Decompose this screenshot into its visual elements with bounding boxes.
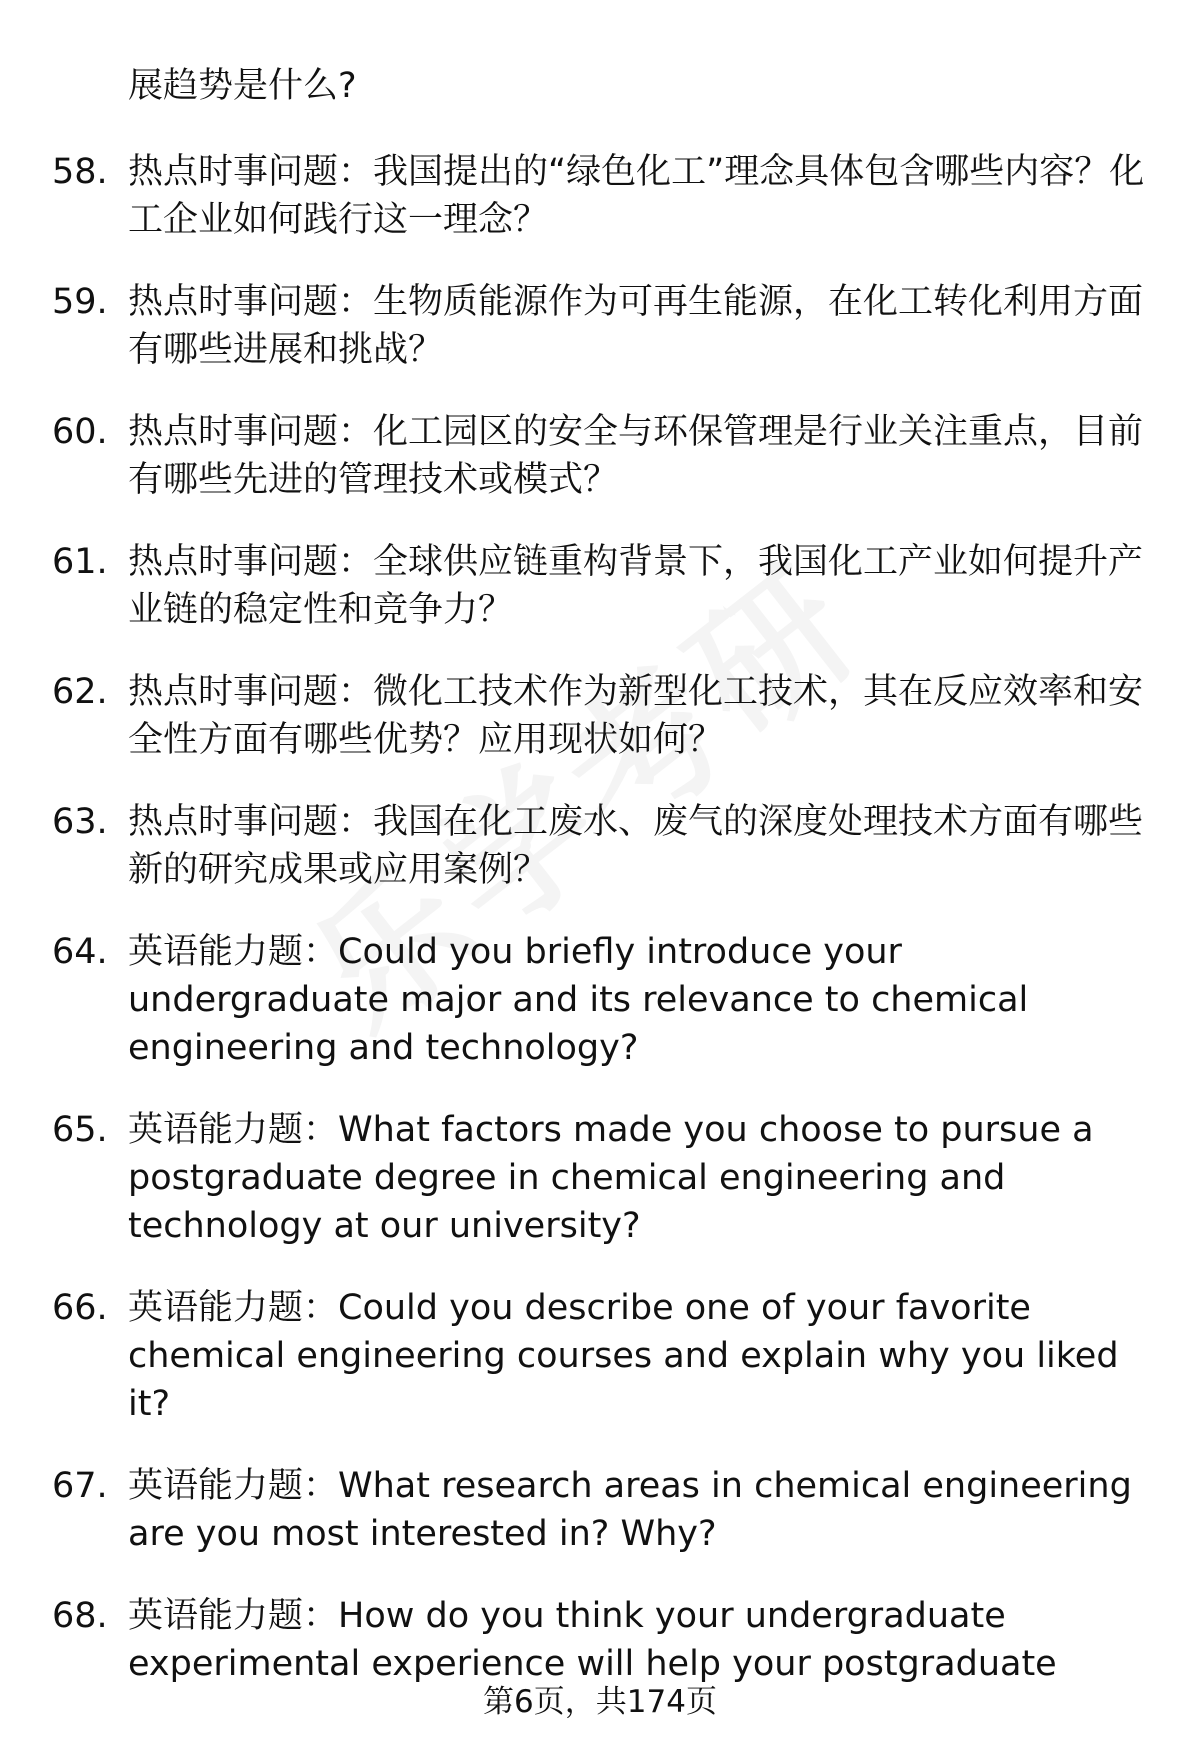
- item-text: 英语能力题：How do you think your undergraduate experimental experience will help your postgraduate: [128, 1596, 1057, 1684]
- item-number: 59.: [52, 282, 108, 322]
- list-item: [52, 1462, 1152, 1558]
- list-item: [52, 1592, 1152, 1688]
- item-text: 英语能力题：Could you describe one of your favorite chemical engineering courses and explain why you liked it?: [128, 1288, 1119, 1424]
- item-number: 61.: [52, 542, 108, 582]
- item-text: 热点时事问题：微化工技术作为新型化工技术，其在反应效率和安全性方面有哪些优势？应用现状如何？: [128, 672, 1144, 760]
- continuation-text: 展趋势是什么?: [128, 66, 357, 106]
- item-text: 热点时事问题：我国在化工废水、废气的深度处理技术方面有哪些新的研究成果或应用案例？: [128, 802, 1144, 890]
- item-number: 63.: [52, 802, 108, 842]
- item-text: 热点时事问题：全球供应链重构背景下，我国化工产业如何提升产业链的稳定性和竞争力？: [128, 542, 1144, 630]
- list-item: [52, 798, 1152, 894]
- item-text: 热点时事问题：生物质能源作为可再生能源，在化工转化利用方面有哪些进展和挑战？: [128, 282, 1144, 370]
- item-text: 英语能力题：What research areas in chemical engineering are you most interested in? Why?: [128, 1466, 1132, 1554]
- list-item: [52, 278, 1152, 374]
- list-item: [52, 538, 1152, 634]
- item-number: 65.: [52, 1110, 108, 1150]
- item-number: 67.: [52, 1466, 108, 1506]
- item-number: 60.: [52, 412, 108, 452]
- item-text: 热点时事问题：我国提出的“绿色化工”理念具体包含哪些内容？化工企业如何践行这一理念？: [128, 152, 1145, 240]
- question-list: [52, 148, 1152, 1722]
- item-text: 英语能力题：Could you briefly introduce your undergraduate major and its relevance to chemical engineering and technology?: [128, 932, 1029, 1068]
- item-number: 64.: [52, 932, 108, 972]
- list-item: [52, 148, 1152, 244]
- item-text: 英语能力题：What factors made you choose to pursue a postgraduate degree in chemical engineering and technology at our university?: [128, 1110, 1094, 1246]
- item-text: 热点时事问题：化工园区的安全与环保管理是行业关注重点，目前有哪些先进的管理技术或模式？: [128, 412, 1144, 500]
- list-item: [52, 1106, 1152, 1250]
- list-item: [52, 668, 1152, 764]
- item-number: 62.: [52, 672, 108, 712]
- list-item: [52, 928, 1152, 1072]
- item-number: 66.: [52, 1288, 108, 1328]
- item-number: 68.: [52, 1596, 108, 1636]
- item-number: 58.: [52, 152, 108, 192]
- list-item: [52, 1284, 1152, 1428]
- page-footer: 第6页，共174页: [483, 1684, 717, 1720]
- list-item: [52, 408, 1152, 504]
